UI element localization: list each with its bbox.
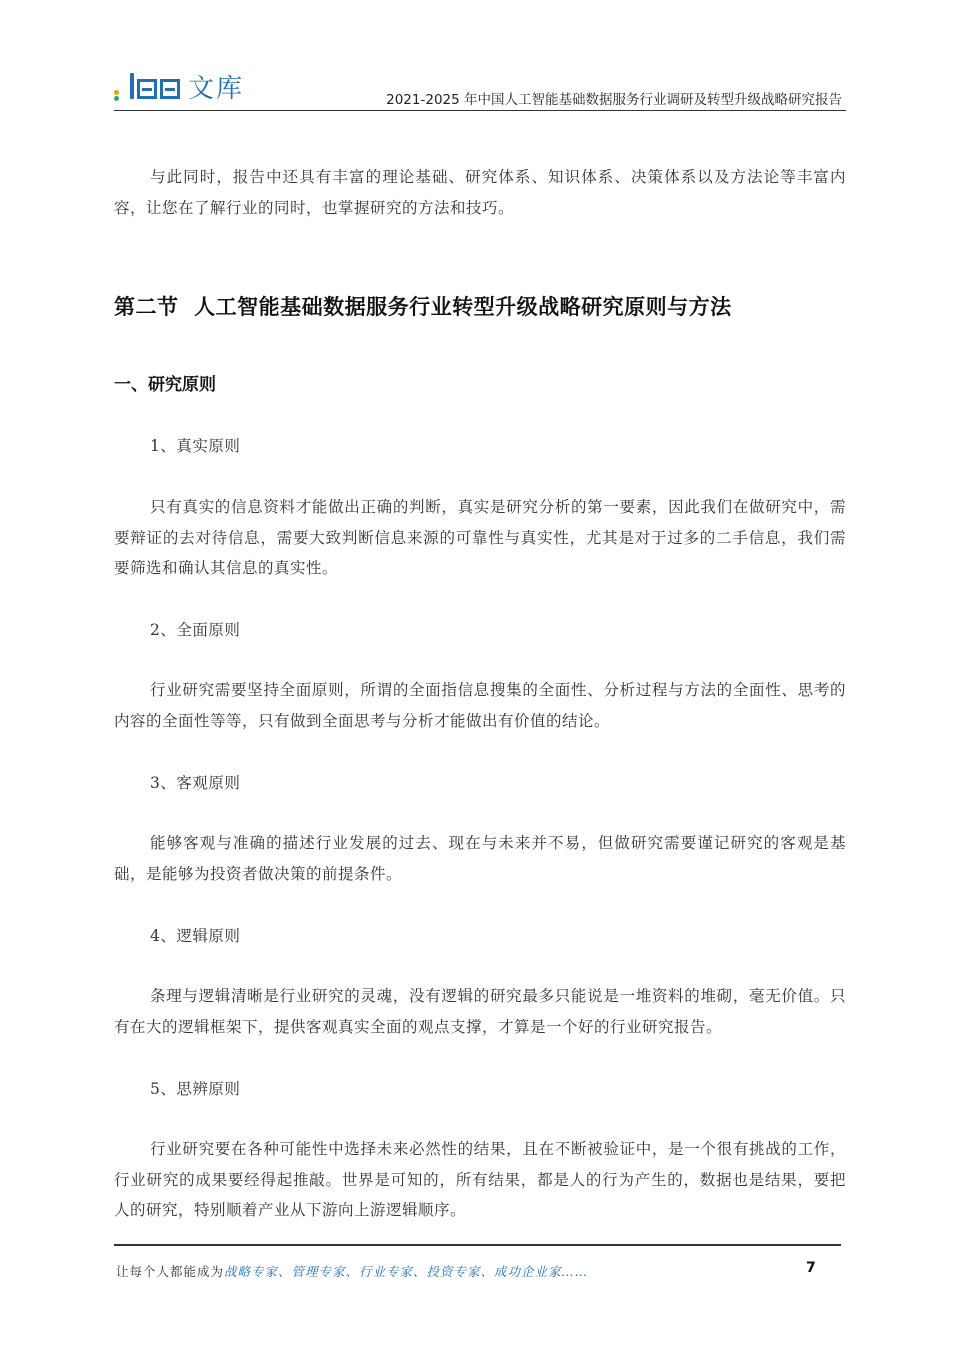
footer-slogan <box>116 1262 589 1280</box>
principle-text: 条理与逻辑清晰是行业研究的灵魂，没有逻辑的研究最多只能说是一堆资料的堆砌，毫无价值。只有在大的逻辑框架下，提供客观真实全面的观点支撑，才算是一个好的行业研究报告。 <box>114 987 846 1036</box>
logo <box>114 70 244 102</box>
footer-highlight: 战略专家、管理专家、行业专家、投资专家、成功企业家…… <box>224 1264 589 1279</box>
principle-label: 4、逻辑原则 <box>150 927 241 945</box>
principle-text: 只有真实的信息资料才能做出正确的判断，真实是研究分析的第一要素，因此我们在做研究中，需要辩证的去对待信息，需要大致判断信息来源的可靠性与真实性，尤其是对于过多的二手信息，我们需要筛选和确认其信息的真实性。 <box>114 498 846 577</box>
logo-mark-icon <box>130 73 180 99</box>
principle-text: 行业研究需要坚持全面原则，所谓的全面指信息搜集的全面性、分析过程与方法的全面性、思考的内容的全面性等等，只有做到全面思考与分析才能做出有价值的结论。 <box>114 681 846 730</box>
page-number: 7 <box>806 1260 816 1276</box>
footer-divider <box>114 1244 841 1246</box>
principle-text: 行业研究要在各种可能性中选择未来必然性的结果，且在不断被验证中，是一个很有挑战的工作，行业研究的成果要经得起推敲。世界是可知的，所有结果，都是人的行为产生的，数据也是结果，要把人的研究，特别顺着产业从下游向上游逻辑顺序。 <box>114 1140 846 1219</box>
page-header <box>114 64 846 111</box>
principle-label: 5、思辨原则 <box>150 1080 241 1098</box>
principle-label: 1、真实原则 <box>150 437 241 455</box>
report-title: 2021-2025 年中国人工智能基础数据服务行业调研及转型升级战略研究报告 <box>386 92 842 108</box>
principle-label: 2、全面原则 <box>150 621 241 639</box>
logo-text: 文库 <box>188 73 245 104</box>
principle-text: 能够客观与准确的描述行业发展的过去、现在与未来并不易，但做研究需要谨记研究的客观是基础，是能够为投资者做决策的前提条件。 <box>114 834 846 883</box>
logo-dots <box>114 72 126 100</box>
footer-prefix: 让每个人都能成为 <box>116 1264 225 1279</box>
section-title: 第二节 人工智能基础数据服务行业转型升级战略研究原则与方法 <box>114 295 732 319</box>
subsection-title: 一、研究原则 <box>114 375 216 395</box>
intro-paragraph: 与此同时，报告中还具有丰富的理论基础、研究体系、知识体系、决策体系以及方法论等丰富内容，让您在了解行业的同时，也掌握研究的方法和技巧。 <box>114 168 846 217</box>
principle-label: 3、客观原则 <box>150 774 241 792</box>
